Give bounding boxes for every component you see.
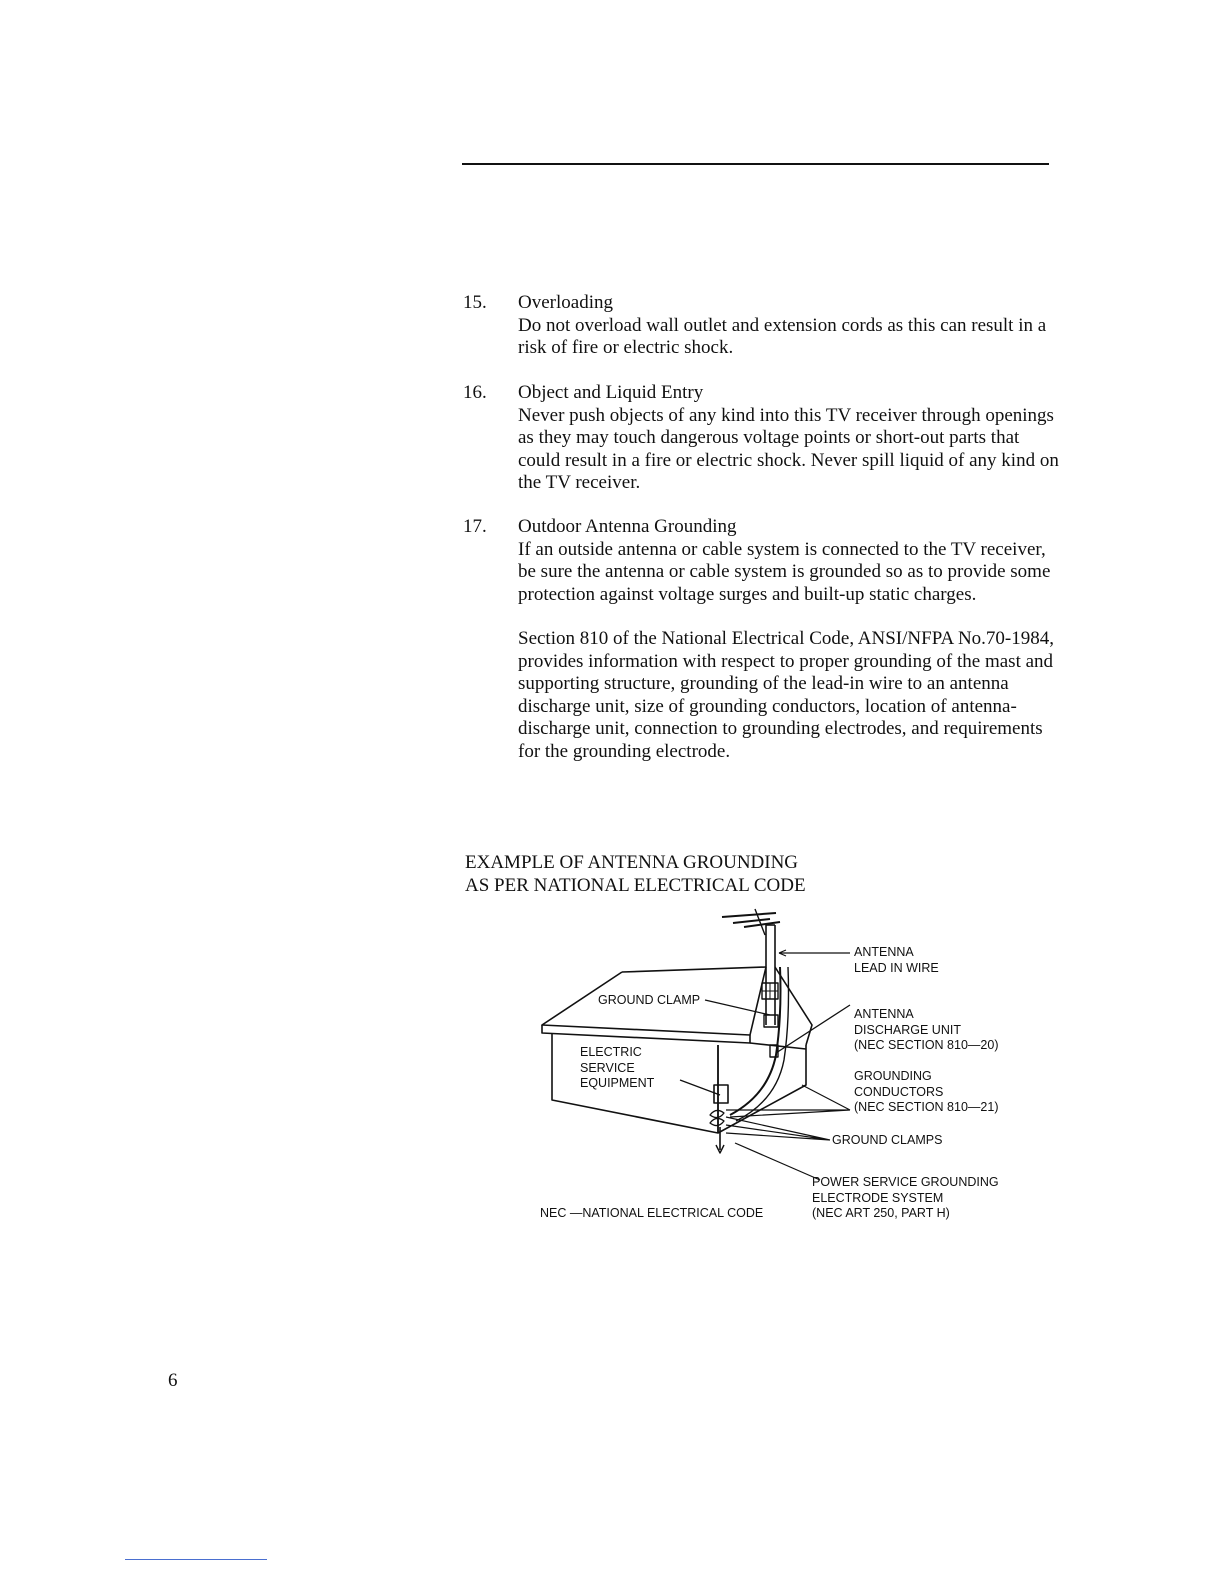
label-ground-clamps xyxy=(832,1133,942,1149)
label-line: LEAD IN WIRE xyxy=(854,960,939,975)
item-paragraph: Never push objects of any kind into this TV receiver through openings as they may touch dangerous voltage points or short-out parts that could result in a fire or electric shock. Never spill liquid of any kind on the TV receiver. xyxy=(518,404,1059,493)
label-line: GROUNDING xyxy=(854,1069,932,1083)
item-body xyxy=(518,516,1063,763)
item-number: 17. xyxy=(463,516,487,537)
label-line: DISCHARGE UNIT xyxy=(854,1022,961,1037)
figure-caption xyxy=(465,851,806,897)
label-line: POWER SERVICE GROUNDING xyxy=(812,1175,999,1189)
label-line: EQUIPMENT xyxy=(580,1076,655,1090)
label-ground-clamp xyxy=(598,993,700,1009)
item-heading: Object and Liquid Entry xyxy=(518,382,704,403)
label-line: (NEC SECTION 810—21) xyxy=(854,1100,999,1114)
item-paragraph: Section 810 of the National Electrical Code, ANSI/NFPA No.70-1984, provides information with respect to proper grounding of the mast and supporting structure, grounding of the lead-in wire to an antenna discharge unit, size of grounding conductors, location of antenna-discharge unit, connection to grounding electrodes, and requirements for the grounding electrode. xyxy=(518,628,1054,762)
label-line: ANTENNA xyxy=(854,945,914,959)
label-grounding-conductors xyxy=(854,1069,998,1116)
figure-caption-line: EXAMPLE OF ANTENNA GROUNDING xyxy=(465,852,799,873)
item-heading: Outdoor Antenna Grounding xyxy=(518,516,737,537)
label-line: (NEC SECTION 810—20) xyxy=(854,1038,999,1052)
item-paragraph: Do not overload wall outlet and extension cords as this can result in a risk of fire or electric shock. xyxy=(518,314,1047,358)
page-number: 6 xyxy=(168,1370,178,1391)
top-rule xyxy=(462,163,1049,165)
label-line: GROUND CLAMPS xyxy=(832,1133,943,1147)
label-electric-service-equipment xyxy=(580,1045,654,1092)
label-line: NEC —NATIONAL ELECTRICAL CODE xyxy=(540,1206,764,1220)
item-body xyxy=(518,292,1063,360)
bottom-rule xyxy=(125,1559,267,1560)
item-number: 16. xyxy=(463,382,487,403)
label-power-service-grounding xyxy=(812,1175,999,1222)
label-antenna-lead-in-wire xyxy=(854,945,939,976)
item-number: 15. xyxy=(463,292,487,313)
antenna-grounding-diagram xyxy=(530,905,1030,1235)
label-antenna-discharge-unit xyxy=(854,1007,998,1054)
label-line: GROUND CLAMP xyxy=(598,993,701,1007)
label-line: CONDUCTORS xyxy=(854,1084,944,1099)
label-nec-note xyxy=(540,1206,763,1222)
figure-caption-line: AS PER NATIONAL ELECTRICAL CODE xyxy=(465,875,806,896)
item-heading: Overloading xyxy=(518,292,613,313)
label-line: (NEC ART 250, PART H) xyxy=(812,1206,950,1220)
label-line: ELECTRIC xyxy=(580,1045,642,1059)
label-line: SERVICE xyxy=(580,1060,635,1075)
item-body xyxy=(518,382,1063,495)
label-line: ELECTRODE SYSTEM xyxy=(812,1190,944,1205)
label-line: ANTENNA xyxy=(854,1007,914,1021)
item-paragraph: If an outside antenna or cable system is connected to the TV receiver, be sure the antenna or cable system is grounded so as to provide some protection against voltage surges and built-up static charges. xyxy=(518,538,1051,605)
